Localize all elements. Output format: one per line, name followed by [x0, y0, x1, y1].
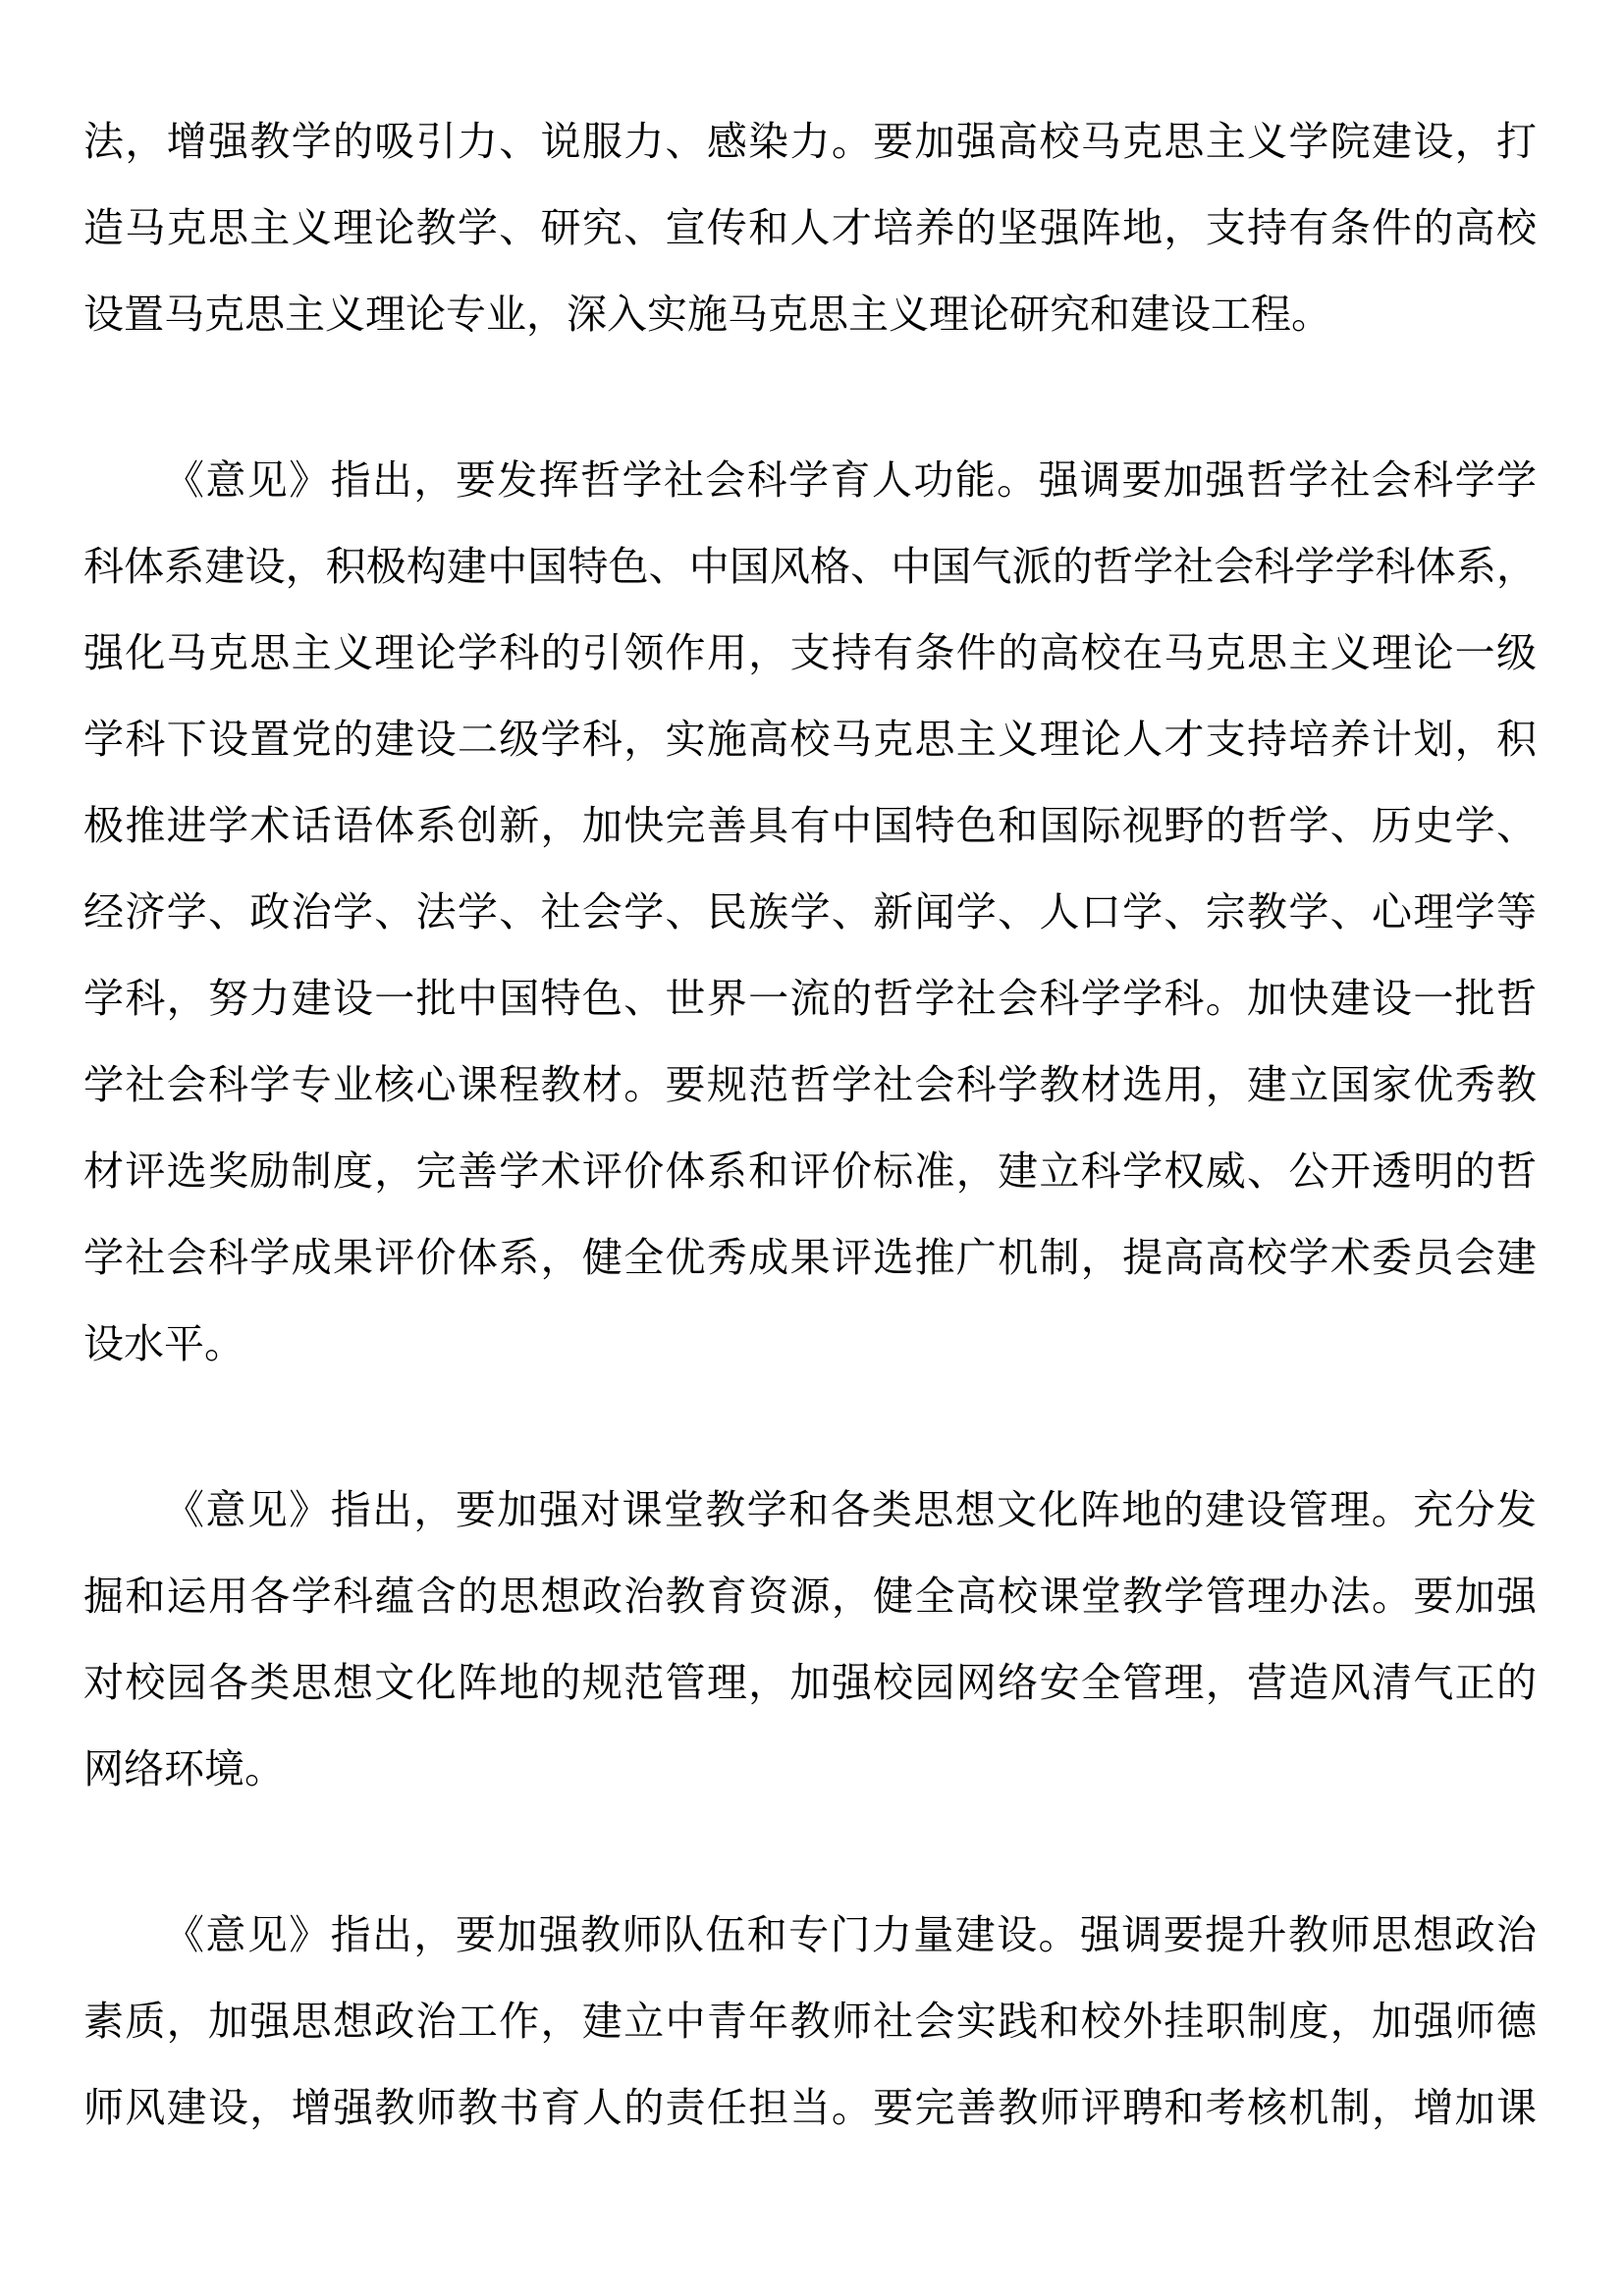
text-line: 学科，努力建设一批中国特色、世界一流的哲学社会科学学科。加快建设一批哲 [83, 976, 1537, 1021]
paragraph [83, 1467, 1542, 1812]
text-line: 经济学、政治学、法学、社会学、民族学、新闻学、人口学、宗教学、心理学等 [83, 889, 1537, 934]
paragraph [83, 98, 1542, 357]
text-line: 师风建设，增强教师教书育人的责任担当。要完善教师评聘和考核机制，增加课 [83, 2085, 1537, 2130]
text-line: 对校园各类思想文化阵地的规范管理，加强校园网络安全管理，营造风清气正的 [83, 1660, 1537, 1705]
text-line: 《意见》指出，要加强教师队伍和专门力量建设。强调要提升教师思想政治 [164, 1912, 1537, 1957]
text-line: 极推进学术话语体系创新，加快完善具有中国特色和国际视野的哲学、历史学、 [83, 803, 1537, 848]
text-line: 法，增强教学的吸引力、说服力、感染力。要加强高校马克思主义学院建设，打 [83, 119, 1537, 164]
text-line: 素质，加强思想政治工作，建立中青年教师社会实践和校外挂职制度，加强师德 [83, 1999, 1537, 2044]
text-line: 学科下设置党的建设二级学科，实施高校马克思主义理论人才支持培养计划，积 [83, 717, 1537, 762]
text-line: 设水平。 [83, 1321, 244, 1366]
text-line: 材评选奖励制度，完善学术评价体系和评价标准，建立科学权威、公开透明的哲 [83, 1148, 1537, 1194]
text-line: 强化马克思主义理论学科的引领作用，支持有条件的高校在马克思主义理论一级 [83, 630, 1537, 675]
text-line: 学社会科学成果评价体系，健全优秀成果评选推广机制，提高高校学术委员会建 [83, 1235, 1537, 1280]
text-line: 掘和运用各学科蕴含的思想政治教育资源，健全高校课堂教学管理办法。要加强 [83, 1574, 1537, 1619]
text-line: 设置马克思主义理论专业，深入实施马克思主义理论研究和建设工程。 [83, 292, 1331, 337]
text-line: 《意见》指出，要发挥哲学社会科学育人功能。强调要加强哲学社会科学学 [164, 457, 1537, 503]
text-line: 《意见》指出，要加强对课堂教学和各类思想文化阵地的建设管理。充分发 [164, 1487, 1537, 1532]
text-line: 网络环境。 [83, 1746, 285, 1791]
text-line: 科体系建设，积极构建中国特色、中国风格、中国气派的哲学社会科学学科体系， [83, 544, 1537, 589]
paragraph [83, 437, 1542, 1387]
text-line: 造马克思主义理论教学、研究、宣传和人才培养的坚强阵地，支持有条件的高校 [83, 205, 1537, 250]
text-line: 学社会科学专业核心课程教材。要规范哲学社会科学教材选用，建立国家优秀教 [83, 1062, 1537, 1107]
paragraph [83, 1892, 1542, 2151]
